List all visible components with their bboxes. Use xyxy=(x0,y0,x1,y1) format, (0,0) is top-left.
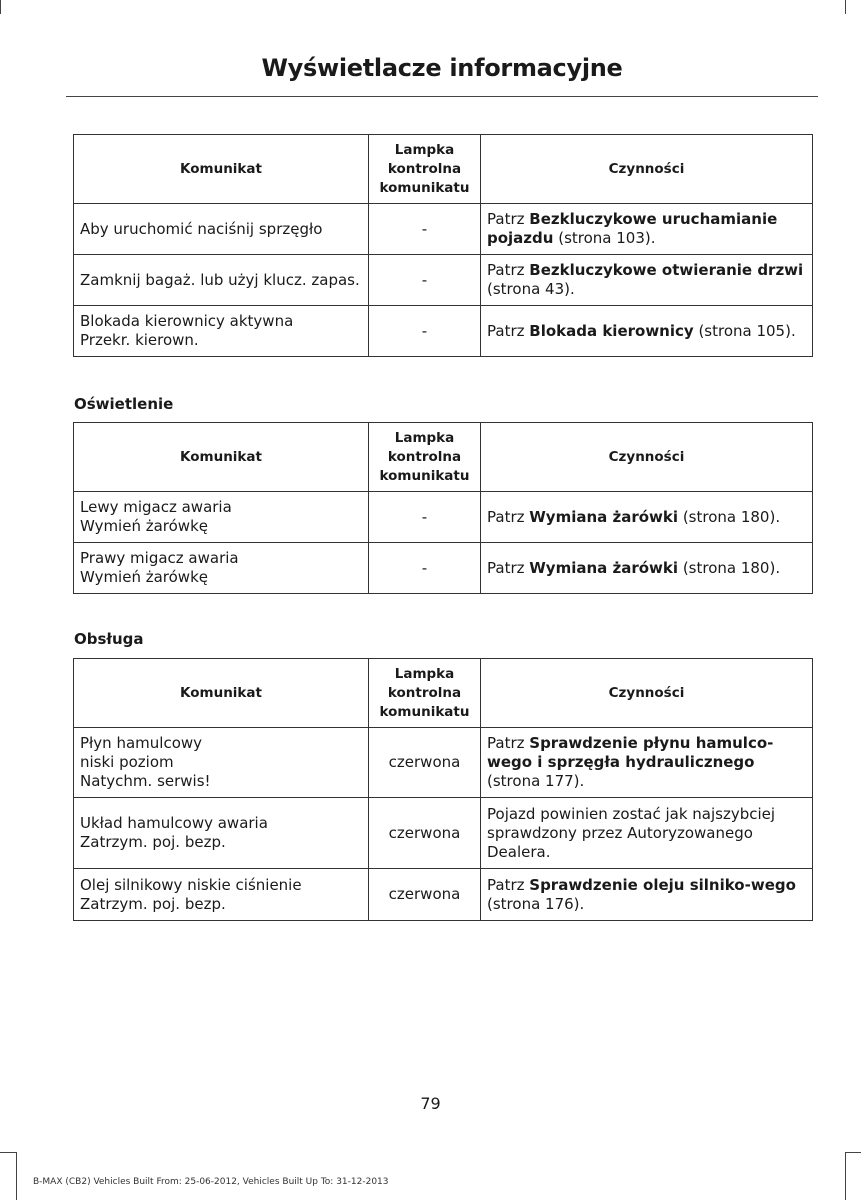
table-row xyxy=(74,492,813,543)
action-page: (strona 176). xyxy=(487,894,585,913)
table-header-row xyxy=(74,423,813,492)
action-text: Pojazd powinien zostać jak najszybciej sprawdzony przez Autoryzowanego Dealera. xyxy=(487,804,776,861)
table-header-row xyxy=(74,659,813,728)
message-cell: Płyn hamulcowy niski poziom Natychm. serwis! xyxy=(74,728,369,798)
column-header-lampka: Lampka kontrolna komunikatu xyxy=(369,659,481,728)
action-cell xyxy=(481,728,813,798)
column-header-czynnosci: Czynności xyxy=(481,135,813,204)
title-divider xyxy=(66,96,818,97)
action-cell xyxy=(481,255,813,306)
footer-vehicle-info: B-MAX (CB2) Vehicles Built From: 25-06-2012, Vehicles Built Up To: 31-12-2013 xyxy=(33,1177,389,1187)
table-row xyxy=(74,728,813,798)
crop-mark xyxy=(845,1152,861,1153)
action-reference: Bezkluczykowe otwieranie drzwi xyxy=(529,261,804,279)
action-cell xyxy=(481,798,813,869)
action-text: Patrz xyxy=(487,734,530,752)
messages-table-lighting xyxy=(73,422,813,594)
action-text: Patrz xyxy=(487,321,530,340)
lamp-cell: czerwona xyxy=(369,728,481,798)
lamp-cell: czerwona xyxy=(369,869,481,921)
crop-mark xyxy=(16,1152,17,1200)
action-text: Patrz xyxy=(487,875,530,894)
lamp-cell: - xyxy=(369,255,481,306)
table-row xyxy=(74,543,813,594)
crop-mark xyxy=(845,1152,846,1200)
action-text: Patrz xyxy=(487,558,530,577)
message-cell: Aby uruchomić naciśnij sprzęgło xyxy=(74,204,369,255)
action-page: (strona 105). xyxy=(693,321,796,340)
action-cell xyxy=(481,204,813,255)
action-page: (strona 180). xyxy=(678,558,781,577)
action-cell xyxy=(481,543,813,594)
crop-mark xyxy=(845,0,846,14)
section-heading-service: Obsługa xyxy=(74,630,144,648)
column-header-lampka: Lampka kontrolna komunikatu xyxy=(369,423,481,492)
crop-mark xyxy=(0,0,1,14)
action-reference: Bezkluczykowe uruchamianie pojazdu xyxy=(487,210,778,247)
message-cell: Układ hamulcowy awaria Zatrzym. poj. bezp. xyxy=(74,798,369,869)
column-header-komunikat: Komunikat xyxy=(74,423,369,492)
message-cell: Prawy migacz awaria Wymień żarówkę xyxy=(74,543,369,594)
table-row xyxy=(74,204,813,255)
table-row xyxy=(74,798,813,869)
column-header-czynnosci: Czynności xyxy=(481,659,813,728)
message-cell: Zamknij bagaż. lub użyj klucz. zapas. xyxy=(74,255,369,306)
action-cell xyxy=(481,492,813,543)
action-reference: Sprawdzenie oleju silniko-wego xyxy=(529,875,796,894)
lamp-cell: - xyxy=(369,204,481,255)
action-page: (strona 103). xyxy=(553,229,656,247)
message-cell: Lewy migacz awaria Wymień żarówkę xyxy=(74,492,369,543)
action-cell xyxy=(481,306,813,357)
section-heading-lighting: Oświetlenie xyxy=(74,395,174,413)
messages-table-service xyxy=(73,658,813,921)
crop-mark xyxy=(0,1152,16,1153)
column-header-lampka: Lampka kontrolna komunikatu xyxy=(369,135,481,204)
action-text: Patrz xyxy=(487,261,530,279)
table-row xyxy=(74,869,813,921)
lamp-cell: - xyxy=(369,543,481,594)
action-text: Patrz xyxy=(487,507,530,526)
lamp-cell: - xyxy=(369,306,481,357)
lamp-cell: czerwona xyxy=(369,798,481,869)
messages-table-general xyxy=(73,134,813,357)
message-cell: Blokada kierownicy aktywna Przekr. kierown. xyxy=(74,306,369,357)
column-header-komunikat: Komunikat xyxy=(74,659,369,728)
action-page: (strona 177). xyxy=(487,772,585,790)
action-text: Patrz xyxy=(487,210,530,228)
action-reference: Blokada kierownicy xyxy=(529,321,694,340)
column-header-czynnosci: Czynności xyxy=(481,423,813,492)
page-title: Wyświetlacze informacyjne xyxy=(261,54,623,82)
action-reference: Sprawdzenie płynu hamulco-wego i sprzęgła hydraulicznego xyxy=(487,734,774,771)
action-reference: Wymiana żarówki xyxy=(529,507,679,526)
column-header-komunikat: Komunikat xyxy=(74,135,369,204)
action-reference: Wymiana żarówki xyxy=(529,558,679,577)
action-page: (strona 180). xyxy=(678,507,781,526)
table-row xyxy=(74,306,813,357)
page-number: 79 xyxy=(420,1094,441,1113)
action-cell xyxy=(481,869,813,921)
message-cell: Olej silnikowy niskie ciśnienie Zatrzym. poj. bezp. xyxy=(74,869,369,921)
lamp-cell: - xyxy=(369,492,481,543)
table-header-row xyxy=(74,135,813,204)
table-row xyxy=(74,255,813,306)
action-page: (strona 43). xyxy=(487,280,575,298)
